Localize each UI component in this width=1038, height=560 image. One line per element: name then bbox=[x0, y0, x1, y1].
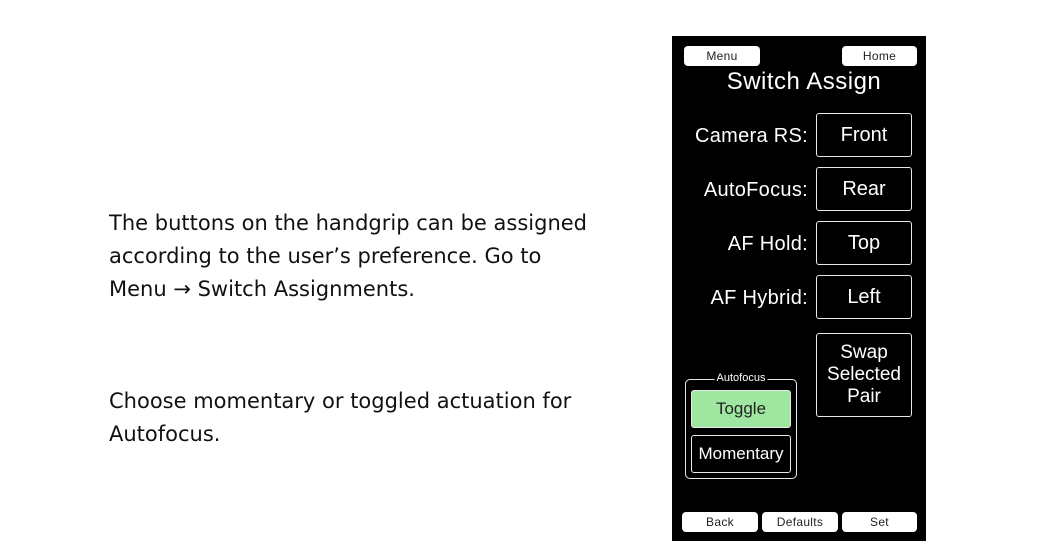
autofocus-assign-button[interactable]: Rear bbox=[816, 167, 912, 211]
momentary-mode-button[interactable]: Momentary bbox=[691, 435, 791, 473]
home-button[interactable]: Home bbox=[842, 46, 917, 66]
set-button[interactable]: Set bbox=[842, 512, 917, 532]
camera-rs-assign-button[interactable]: Front bbox=[816, 113, 912, 157]
back-button[interactable]: Back bbox=[682, 512, 758, 532]
swap-line-2: Selected bbox=[827, 364, 901, 385]
paragraph-2-line-1: Choose momentary or toggled actuation for bbox=[109, 389, 572, 413]
paragraph-1-line-2: according to the user’s preference. Go to bbox=[109, 244, 542, 268]
autofocus-group-legend: Autofocus bbox=[716, 372, 766, 384]
af-hold-assign-button[interactable]: Top bbox=[816, 221, 912, 265]
af-hybrid-assign-button[interactable]: Left bbox=[816, 275, 912, 319]
toggle-mode-button[interactable]: Toggle bbox=[691, 390, 791, 428]
menu-button[interactable]: Menu bbox=[684, 46, 760, 66]
autofocus-label: AutoFocus: bbox=[703, 179, 808, 201]
af-hold-label: AF Hold: bbox=[727, 233, 808, 255]
swap-line-3: Pair bbox=[847, 386, 881, 407]
paragraph-1-line-3: Menu → Switch Assignments. bbox=[109, 277, 415, 301]
device-screen bbox=[672, 36, 926, 541]
paragraph-2-line-2: Autofocus. bbox=[109, 422, 221, 446]
camera-rs-label: Camera RS: bbox=[694, 125, 808, 147]
autofocus-mode-group bbox=[685, 372, 797, 479]
page-title: Switch Assign bbox=[726, 68, 882, 95]
paragraph-1-line-1: The buttons on the handgrip can be assigned bbox=[109, 211, 588, 235]
instruction-paragraph-1 bbox=[109, 207, 629, 306]
defaults-button[interactable]: Defaults bbox=[762, 512, 838, 532]
instruction-paragraph-2 bbox=[109, 385, 629, 451]
swap-line-1: Swap bbox=[840, 342, 888, 363]
af-hybrid-label: AF Hybrid: bbox=[710, 287, 808, 309]
swap-selected-pair-button[interactable] bbox=[816, 333, 912, 417]
